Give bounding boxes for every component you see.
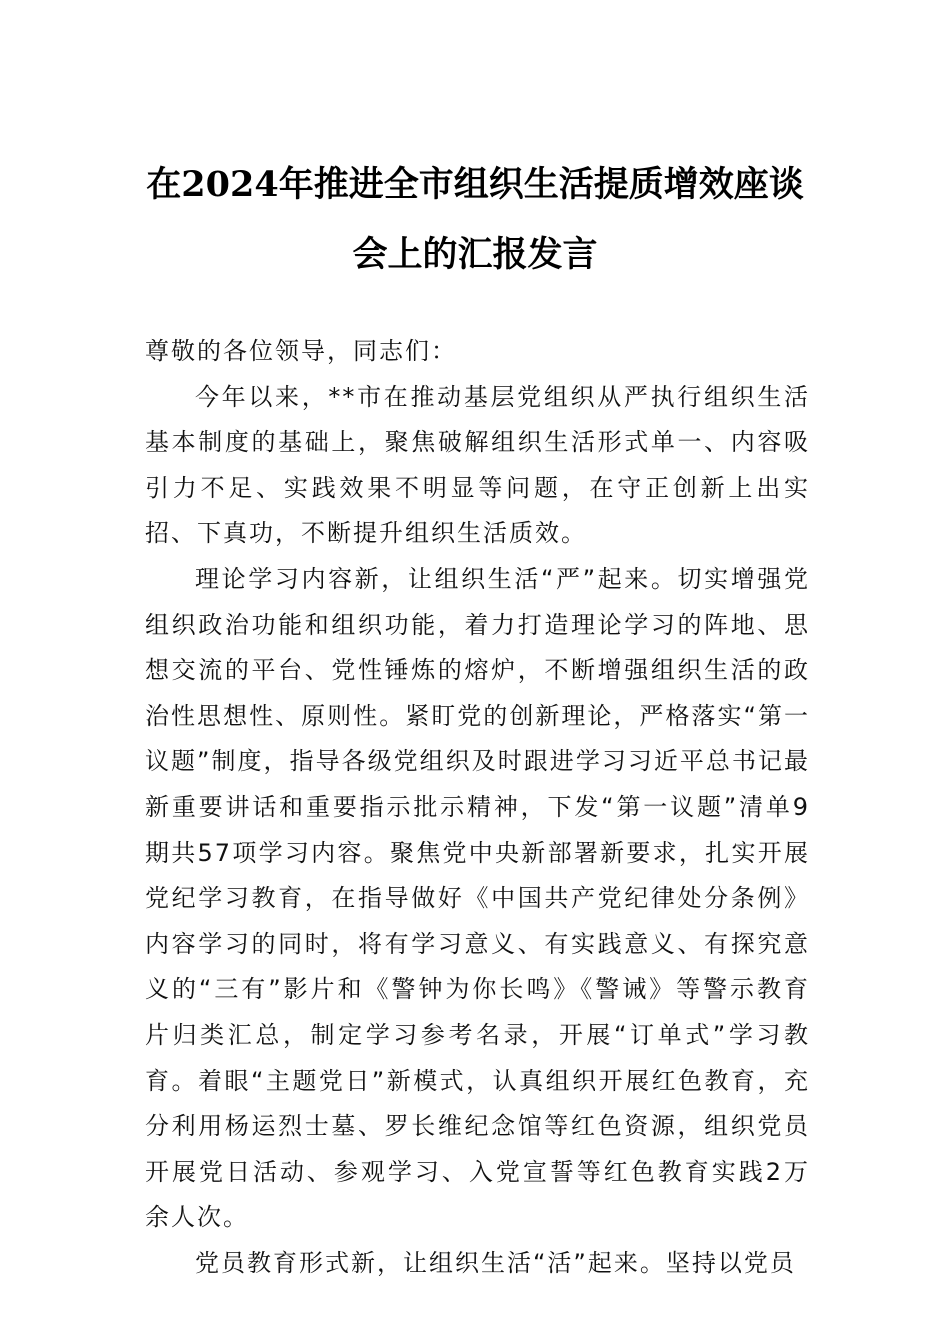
document-title xyxy=(120,150,830,290)
paragraph-intro: 今年以来，**市在推动基层党组织从严执行组织生活基本制度的基础上，聚焦破解组织生活形式单一、内容吸引力不足、实践效果不明显等问题，在守正创新上出实招、下真功，不断提升组织生活质效。 xyxy=(145,382,810,548)
title-line-2: 会上的汇报发言 xyxy=(352,234,598,275)
salutation: 尊敬的各位领导，同志们： xyxy=(145,337,457,365)
paragraph-theory-study: 理论学习内容新，让组织生活“严”起来。切实增强党组织政治功能和组织功能，着力打造理论学习的阵地、思想交流的平台、党性锤炼的熔炉，不断增强组织生活的政治性思想性、原则性。紧盯党的创新理论，严格落实“第一议题”制度，指导各级党组织及时跟进学习习近平总书记最新重要讲话和重要指示批示精神，下发“第一议题”清单9期共57项学习内容。聚焦党中央新部署新要求，扎实开展党纪学习教育，在指导做好《中国共产党纪律处分条例》内容学习的同时，将有学习意义、有实践意义、有探究意义的“三有”影片和《警钟为你长鸣》《警诫》等警示教育片归类汇总，制定学习参考名录，开展“订单式”学习教育。着眼“主题党日”新模式，认真组织开展红色教育，充分利用杨运烈士墓、罗长维纪念馆等红色资源，组织党员开展党日活动、参观学习、入党宣誓等红色教育实践2万余人次。 xyxy=(145,564,810,1232)
paragraph-member-education: 党员教育形式新，让组织生活“活”起来。坚持以党员 xyxy=(195,1248,796,1277)
title-line-1: 在2024年推进全市组织生活提质增效座谈 xyxy=(146,164,804,205)
document-body xyxy=(145,329,810,1286)
